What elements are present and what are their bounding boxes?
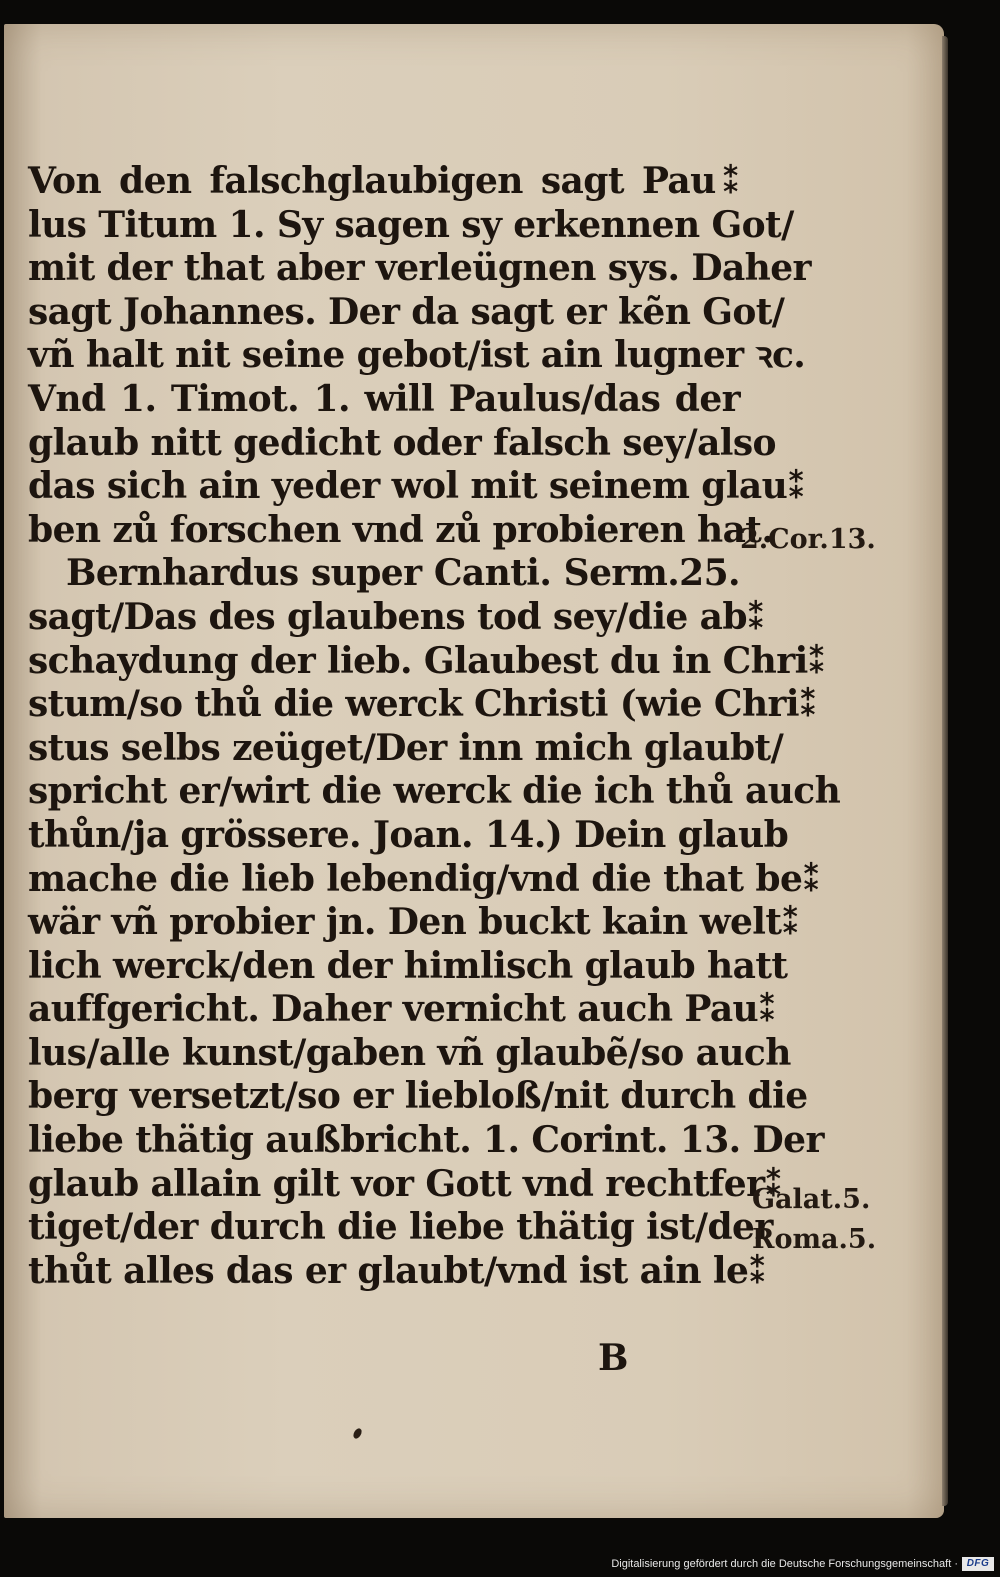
text-line: sagt/Das des glaubens tod sey/die ab⁑ bbox=[28, 595, 766, 638]
text-line: schaydung der lieb. Glaubest du in Chri⁑ bbox=[28, 639, 826, 682]
text-line: glaub allain gilt vor Gott vnd rechtfer⁑ bbox=[28, 1162, 783, 1205]
text-line: mit der that aber verleügnen sys. Daher bbox=[28, 247, 811, 290]
footer-credit-text: Digitalisierung gefördert durch die Deutsche Forschungsgemeinschaft · bbox=[611, 1558, 958, 1570]
text-line: ben zů forschen vnd zů probieren hat. bbox=[28, 508, 774, 551]
text-line: berg versetzt/so er liebloß/nit durch die bbox=[28, 1075, 808, 1118]
text-line: auffgericht. Daher vernicht auch Pau⁑ bbox=[28, 988, 777, 1031]
text-line: Vnd 1. Timot. 1. will Paulus/das der bbox=[28, 377, 740, 420]
text-line: Bernhardus super Canti. Serm.25. bbox=[66, 552, 740, 595]
marginal-note-roma: Roma.5. bbox=[752, 1224, 877, 1255]
text-line: mache die lieb lebendig/vnd die that be⁑ bbox=[28, 857, 821, 900]
signature-mark: B bbox=[598, 1337, 629, 1379]
book-page bbox=[4, 24, 944, 1518]
text-line: tiget/der durch die liebe thätig ist/der bbox=[28, 1206, 773, 1249]
text-line: lus Titum 1. Sy sagen sy erkennen Got/ bbox=[28, 203, 794, 246]
footer-credit-bar bbox=[600, 1552, 1000, 1577]
text-line: vñ halt nit seine gebot/ist ain lugner ꝛc. bbox=[28, 334, 806, 377]
text-line: spricht er/wirt die werck die ich thů auch bbox=[28, 770, 841, 813]
text-line: glaub nitt gedicht oder falsch sey/also bbox=[28, 421, 776, 464]
text-line: stum/so thů die werck Christi (wie Chri⁑ bbox=[28, 683, 818, 726]
text-line: thůn/ja grössere. Joan. 14.) Dein glaub bbox=[28, 813, 789, 856]
text-line: sagt Johannes. Der da sagt er kẽn Got/ bbox=[28, 290, 785, 333]
marginal-note-cor: 2.Cor.13. bbox=[740, 524, 876, 555]
text-line: das sich ain yeder wol mit seinem glau⁑ bbox=[28, 465, 806, 508]
text-line: lich werck/den der himlisch glaub hatt bbox=[28, 944, 788, 987]
marginal-note-galat: Galat.5. bbox=[752, 1184, 871, 1215]
text-line: stus selbs zeüget/Der inn mich glaubt/ bbox=[28, 726, 784, 769]
ink-speck-icon bbox=[352, 1427, 364, 1440]
text-line: lus/alle kunst/gaben vñ glaubẽ/so auch bbox=[28, 1031, 791, 1074]
text-line: Von den falschglaubigen sagt Pau⁑ bbox=[28, 160, 740, 202]
dfg-logo-icon: DFG bbox=[962, 1557, 994, 1571]
text-line: thůt alles das er glaubt/vnd ist ain le⁑ bbox=[28, 1249, 767, 1292]
text-line: wär vñ probier jn. Den buckt kain welt⁑ bbox=[28, 901, 800, 944]
text-line: liebe thätig außbricht. 1. Corint. 13. Der bbox=[28, 1119, 824, 1162]
page-edge bbox=[942, 36, 948, 1506]
